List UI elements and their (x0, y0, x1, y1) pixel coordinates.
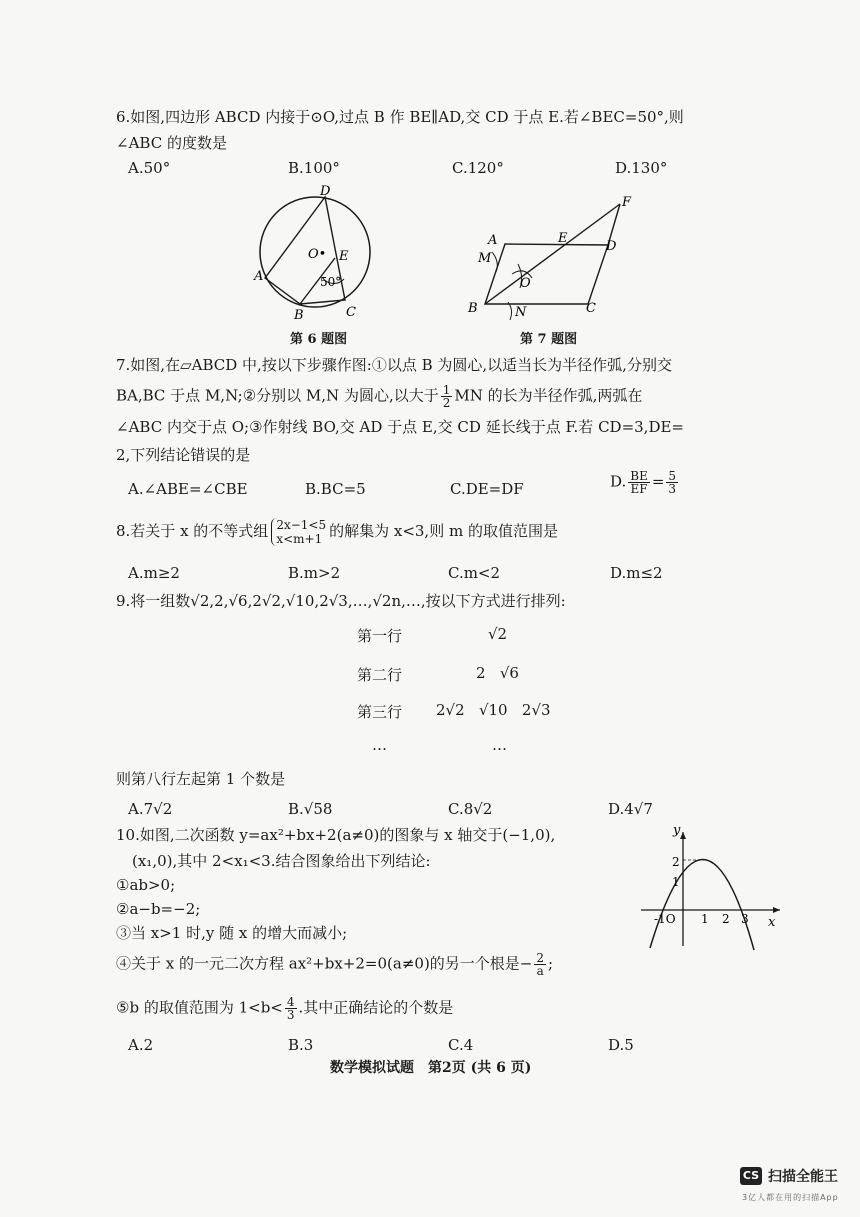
fig7-label-m: M (478, 251, 492, 266)
fig6-label-c: C (346, 305, 356, 320)
q7-stem-line2-a: BA,BC 于点 M,N;②分别以 M,N 为圆心,以大于 (116, 386, 439, 405)
fig6-label-e: E (339, 249, 349, 264)
q7-option-d-prefix: D. (610, 472, 627, 491)
figure-6-circle-diagram (250, 182, 380, 322)
q7-option-b: B.BC=5 (305, 480, 366, 498)
q10-statement-2: ②a−b=−2; (116, 900, 201, 918)
figure-6-caption: 第 6 题图 (290, 332, 348, 347)
q6-option-c: C.120° (452, 159, 504, 177)
q7-frac-num: 1 (442, 383, 451, 397)
q7-stem-line4: 2,下列结论错误的是 (116, 446, 251, 464)
q10-s4-num: 2 (536, 951, 545, 965)
q10-statement-5-text: ⑤b 的取值范围为 1<b< (116, 998, 283, 1017)
q9-dots-right: … (492, 736, 507, 754)
fig6-label-d: D (320, 184, 331, 199)
page-footer: 数学模拟试题 第2页 (共 6 页) (330, 1060, 532, 1076)
q7-stem-line2 (116, 384, 642, 409)
q6-option-d: D.130° (615, 159, 668, 177)
q9-option-d: D.4√7 (608, 800, 653, 818)
q10-statement-5-end: .其中正确结论的个数是 (298, 998, 454, 1017)
q10-statement-3: ③当 x>1 时,y 随 x 的增大而减小; (116, 924, 348, 942)
fig6-label-o: O• (308, 247, 327, 262)
q9-row3-label: 第三行 (357, 703, 403, 721)
q7-option-c: C.DE=DF (450, 480, 524, 498)
q7-optd-den: EF (630, 482, 648, 496)
q8-inequality-system (271, 518, 326, 546)
q10-option-b: B.3 (288, 1036, 314, 1054)
q7-stem-line3: ∠ABC 内交于点 O;③作射线 BO,交 AD 于点 E,交 CD 延长线于点 F.若 CD=3,DE= (116, 418, 684, 436)
q10-graph-origin: -1O (654, 912, 676, 926)
q10-parabola-graph (636, 822, 786, 952)
q9-stem: 9.将一组数√2,2,√6,2√2,√10,2√3,…,√2n,…,按以下方式进行排列: (116, 592, 566, 610)
q8-system-line2: x<m+1 (276, 532, 323, 546)
q10-statement-4 (116, 952, 553, 977)
fig6-angle-label: 50° (320, 275, 342, 289)
q10-graph-y-label: y (673, 823, 681, 838)
q10-graph-x-tick-1: 1 (701, 912, 709, 926)
q8-option-c: C.m<2 (448, 564, 501, 582)
q10-s5-den: 3 (286, 1008, 295, 1022)
fig6-label-b: B (294, 308, 304, 322)
camscanner-logo-icon: CS (740, 1167, 762, 1185)
q6-option-b: B.100° (288, 159, 340, 177)
q9-option-a: A.7√2 (128, 800, 173, 818)
q7-optd-den2: 3 (668, 482, 677, 496)
fig6-label-a: A (254, 269, 264, 284)
q8-system-line1: 2x−1<5 (276, 518, 327, 532)
q10-graph-tick-2: 2 (672, 855, 680, 869)
q7-frac-den: 2 (442, 396, 451, 410)
q7-stem-line1: 7.如图,在▱ABCD 中,按以下步骤作图:①以点 B 为圆心,以适当长为半径作弧,分别交 (116, 356, 672, 374)
q9-row2-label: 第二行 (357, 666, 403, 684)
figure-7-parallelogram-diagram (460, 192, 640, 322)
q10-statement-4-text: ④关于 x 的一元二次方程 ax²+bx+2=0(a≠0)的另一个根是− (116, 954, 533, 973)
q10-option-c: C.4 (448, 1036, 474, 1054)
q6-stem-line2: ∠ABC 的度数是 (116, 134, 227, 152)
q9-dots-left: … (372, 736, 387, 754)
q9-row3-values: 2√2 √10 2√3 (436, 701, 551, 719)
fig7-label-d: D (606, 239, 617, 254)
q7-optd-num: BE (630, 469, 648, 483)
q10-graph-x-label: x (768, 915, 776, 930)
q8-option-a: A.m≥2 (128, 564, 180, 582)
q10-statement-4-end: ; (548, 954, 554, 973)
fig7-label-a: A (488, 233, 498, 248)
q6-stem-line1: 6.如图,四边形 ABCD 内接于⊙O,过点 B 作 BE∥AD,交 CD 于点 E.若∠BEC=50°,则 (116, 108, 684, 126)
q8-stem-pre: 8.若关于 x 的不等式组 (116, 522, 269, 540)
q10-statement-5-frac (285, 996, 297, 1021)
q10-stem-line1: 10.如图,二次函数 y=ax²+bx+2(a≠0)的图象与 x 轴交于(−1,0), (116, 826, 556, 844)
watermark-app-name: 扫描全能王 (768, 1169, 838, 1185)
watermark-slogan: 3亿人都在用的扫描App (742, 1193, 839, 1202)
q6-option-a: A.50° (128, 159, 171, 177)
q9-row1-values: √2 (488, 625, 508, 643)
q8-option-d: D.m≤2 (610, 564, 663, 582)
fig7-label-f: F (622, 195, 632, 210)
fig7-label-c: C (586, 301, 596, 316)
figure-7-caption: 第 7 题图 (520, 332, 578, 347)
q10-statement-5 (116, 996, 453, 1021)
q9-row2-values: 2 √6 (476, 664, 519, 682)
q10-graph-tick-1: 1 (672, 875, 680, 889)
q7-option-d-eq: = (651, 472, 665, 491)
q7-optd-num2: 5 (668, 469, 677, 483)
q7-option-a: A.∠ABE=∠CBE (128, 480, 248, 498)
q10-graph-x-tick-2: 2 (722, 912, 730, 926)
q9-row1-label: 第一行 (357, 627, 403, 645)
q10-statement-1: ①ab>0; (116, 876, 176, 894)
q10-option-d: D.5 (608, 1036, 634, 1054)
q9-option-b: B.√58 (288, 800, 333, 818)
q7-option-d-frac2 (666, 470, 678, 495)
fig7-label-n: N (515, 305, 527, 320)
q7-fraction-half (441, 384, 453, 409)
q10-s4-den: a (536, 964, 544, 978)
q8-stem-post: 的解集为 x<3,则 m 的取值范围是 (329, 522, 558, 540)
q9-question: 则第八行左起第 1 个数是 (116, 770, 286, 788)
q7-option-d (610, 470, 680, 495)
q7-option-d-frac1 (628, 470, 650, 495)
fig7-label-b: B (468, 301, 478, 316)
q8-option-b: B.m>2 (288, 564, 341, 582)
q7-stem-line2-b: MN 的长为半径作弧,两弧在 (454, 386, 643, 405)
q10-stem-line2: (x₁,0),其中 2<x₁<3.结合图象给出下列结论: (132, 852, 431, 870)
q10-graph-x-tick-3: 3 (741, 912, 749, 926)
q10-statement-4-frac (534, 952, 546, 977)
q9-option-c: C.8√2 (448, 800, 493, 818)
fig7-label-e: E (558, 231, 568, 246)
q10-s5-num: 4 (286, 995, 295, 1009)
fig7-label-o: O (520, 276, 531, 291)
q10-option-a: A.2 (128, 1036, 154, 1054)
q8-stem (116, 518, 558, 546)
